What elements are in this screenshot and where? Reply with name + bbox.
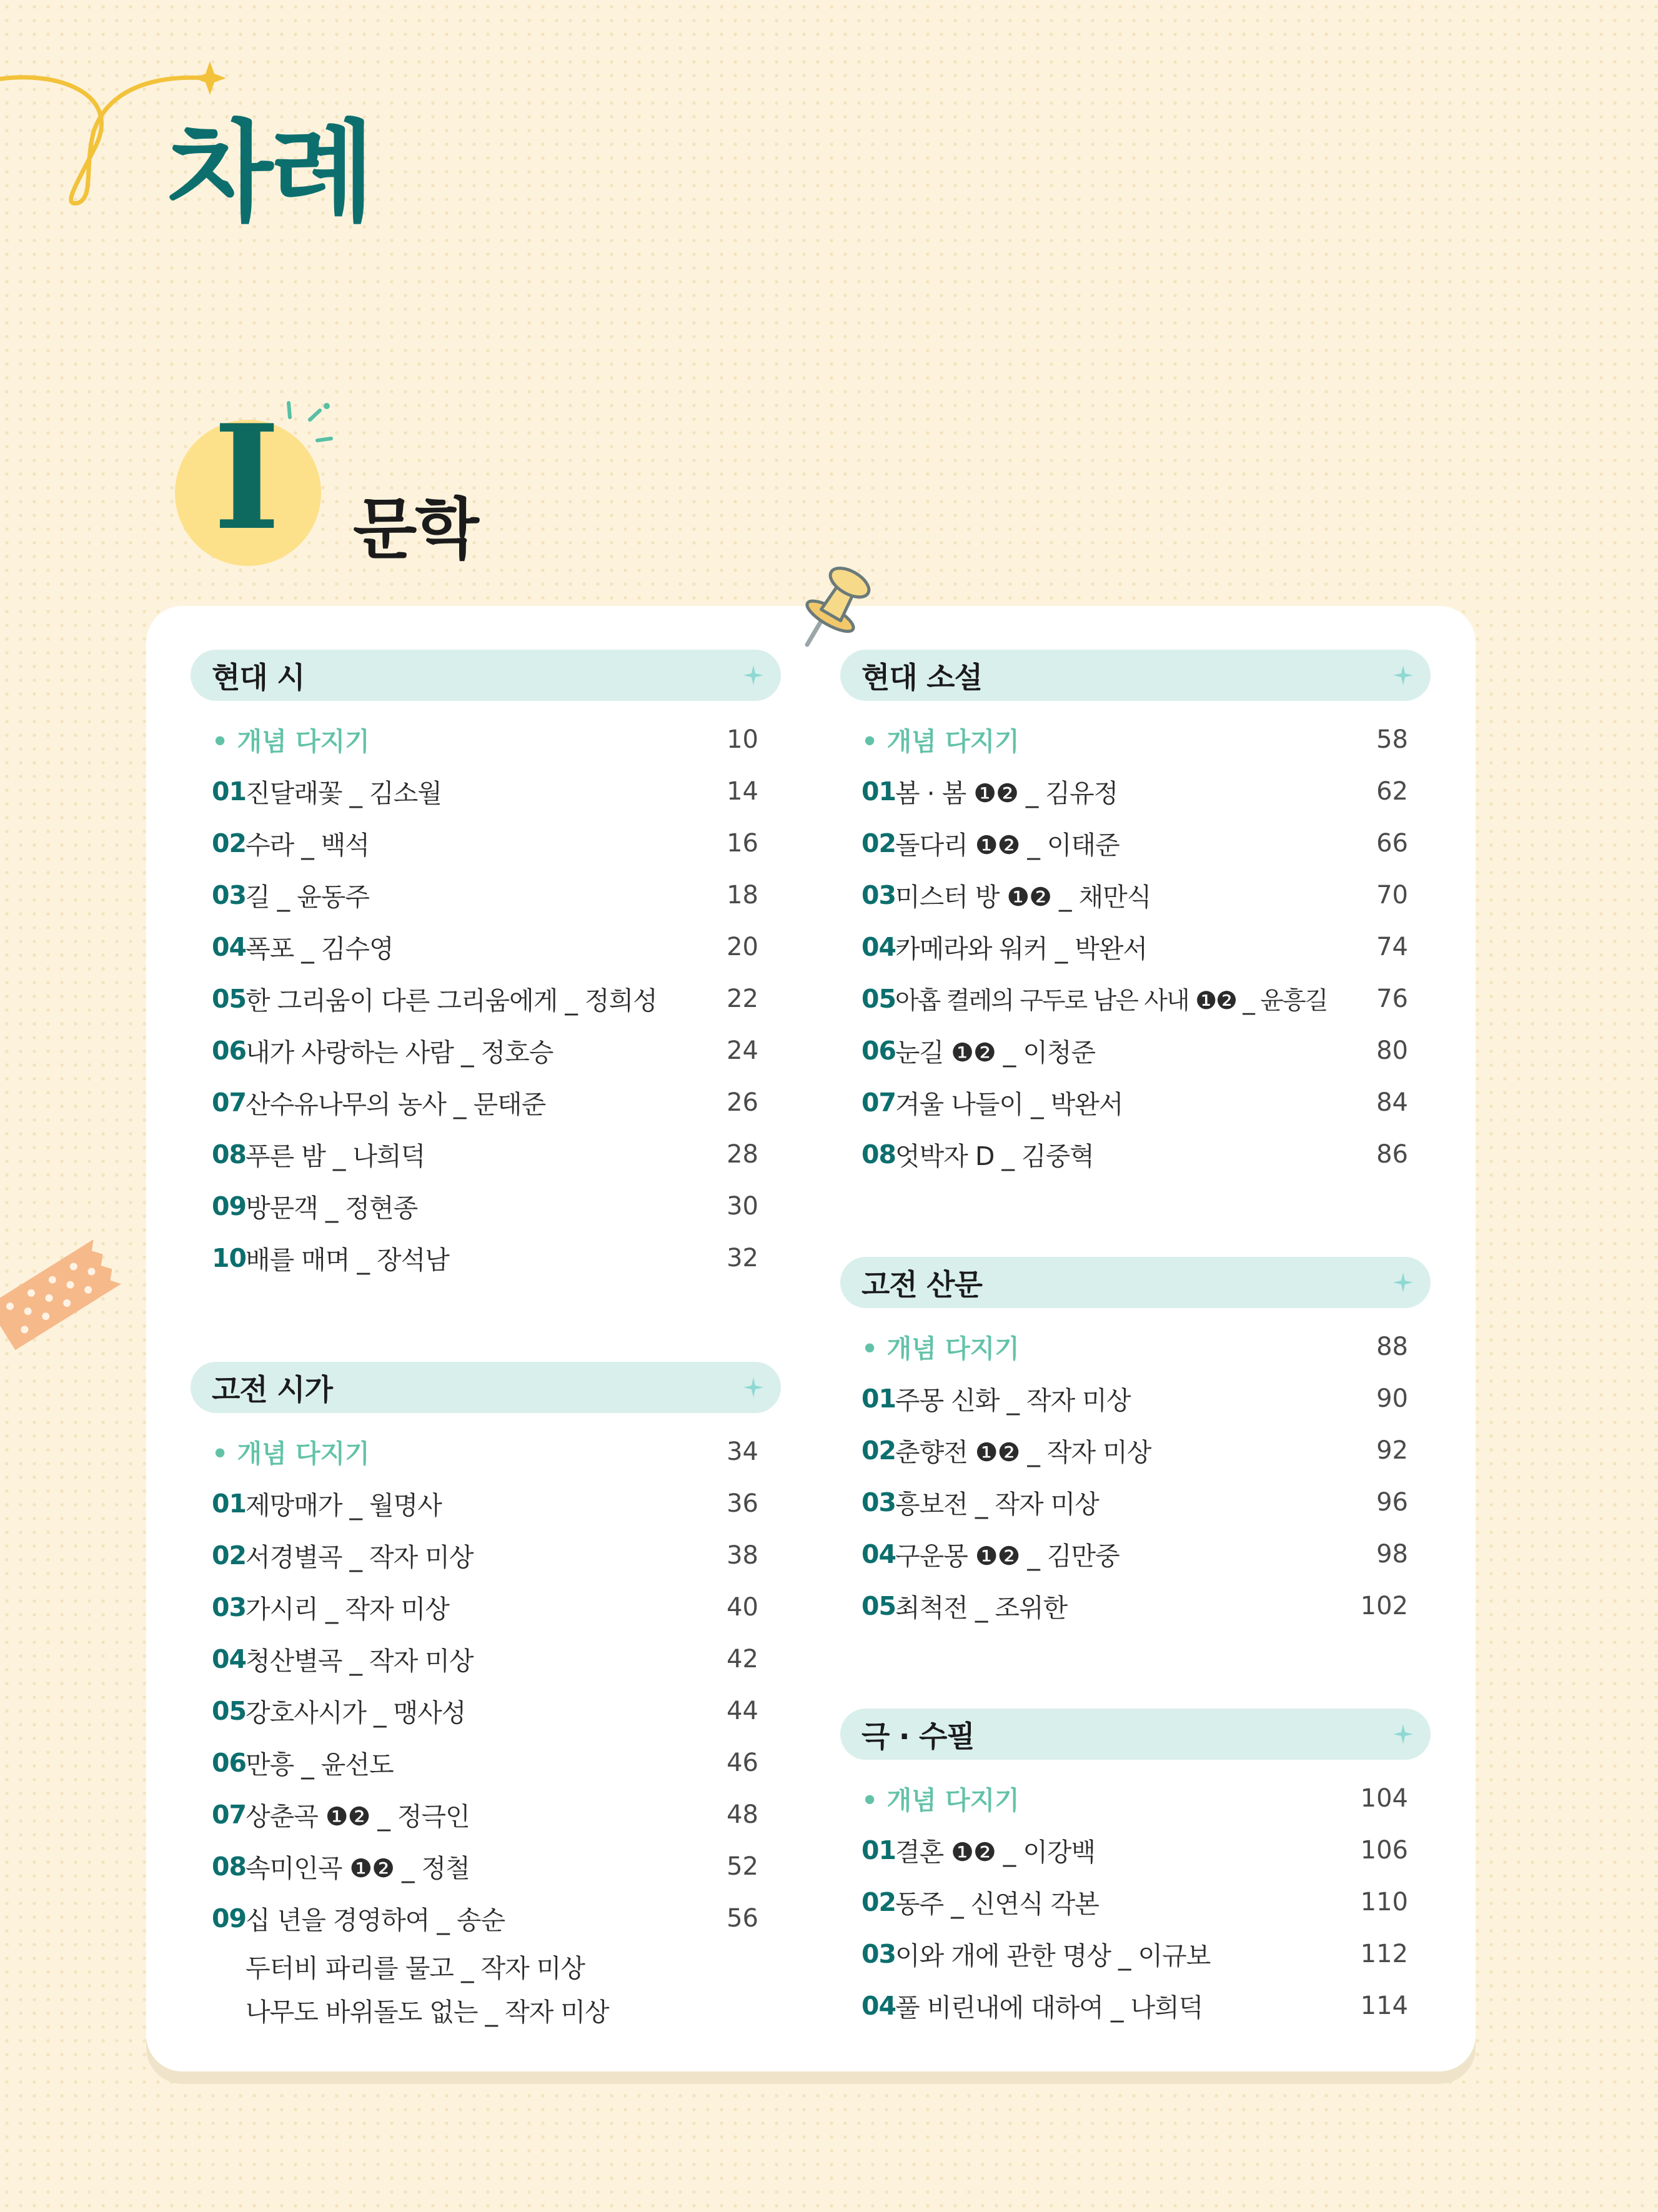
toc-sub-row[interactable]: [191, 1944, 781, 1988]
item-title: 최척전 _ 조위한: [895, 1593, 1068, 1623]
item-title: 진달래꽃 _ 김소월: [246, 778, 442, 808]
concept-label: • 개념 다지기: [861, 727, 1020, 756]
page-number: 62: [1376, 776, 1408, 806]
item-number: 04: [861, 1539, 896, 1569]
page-number: 88: [1376, 1332, 1408, 1361]
section-header: [191, 1362, 781, 1413]
page-number: 26: [727, 1088, 758, 1117]
section-header: [840, 650, 1431, 701]
section-classical-poetry: [191, 1362, 781, 2031]
toc-row[interactable]: [191, 1737, 781, 1788]
toc-row[interactable]: [840, 1128, 1431, 1180]
toc-row[interactable]: [840, 1580, 1431, 1632]
section-modern-poetry: [191, 650, 781, 1284]
page-number: 66: [1376, 828, 1408, 858]
item-title: 상춘곡 ❶❷ _ 정극인: [246, 1802, 470, 1832]
toc-row[interactable]: [191, 1232, 781, 1284]
sparkle-icon: [194, 61, 226, 95]
page-number: 36: [727, 1489, 758, 1518]
page-number: 16: [727, 828, 758, 858]
item-number: 01: [212, 776, 247, 806]
page-number: 86: [1376, 1139, 1408, 1169]
item-title: 눈길 ❶❷ _ 이청준: [895, 1038, 1096, 1068]
section-title: 현대 소설: [861, 660, 982, 695]
item-title: 카메라와 워커 _ 박완서: [895, 934, 1148, 964]
section-title: 현대 시: [212, 660, 305, 695]
concept-label: • 개념 다지기: [212, 1439, 370, 1469]
item-number: 08: [212, 1851, 247, 1882]
item-number: 08: [861, 1139, 896, 1169]
page-number: 14: [727, 776, 758, 806]
item-number: 05: [212, 1695, 247, 1726]
item-number: 01: [861, 1383, 896, 1414]
toc-row[interactable]: [840, 1528, 1431, 1580]
item-title: 강호사시가 _ 맹사성: [246, 1698, 466, 1728]
page-number: 90: [1376, 1384, 1408, 1413]
item-number: 03: [212, 880, 247, 910]
toc-row[interactable]: [191, 765, 781, 817]
toc-row[interactable]: [840, 817, 1431, 869]
toc-row[interactable]: [191, 1076, 781, 1128]
page-number: 96: [1376, 1487, 1408, 1517]
page-number: 38: [727, 1540, 758, 1570]
page-number: 48: [727, 1800, 758, 1829]
toc-row[interactable]: [840, 765, 1431, 817]
item-title: 제망매가 _ 월명사: [246, 1490, 442, 1520]
page-number: 32: [727, 1243, 758, 1272]
item-title: 봄 · 봄 ❶❷ _ 김유정: [895, 778, 1118, 808]
item-title: 아홉 켤레의 구두로 남은 사내 ❶❷ _ 윤흥길: [895, 986, 1328, 1015]
page-number: 46: [727, 1748, 758, 1777]
item-number: 04: [861, 1990, 896, 2021]
item-number: 06: [861, 1035, 896, 1066]
item-title: 돌다리 ❶❷ _ 이태준: [895, 830, 1119, 860]
item-title: 구운몽 ❶❷ _ 김만중: [895, 1541, 1119, 1571]
tape-icon: [0, 1239, 121, 1350]
concept-review-row[interactable]: [191, 1426, 781, 1477]
item-title: 겨울 나들이 _ 박완서: [895, 1089, 1123, 1119]
page-number: 10: [727, 725, 758, 754]
item-number: 04: [861, 931, 896, 962]
item-number: 01: [212, 1488, 247, 1519]
item-title: 동주 _ 신연식 각본: [895, 1889, 1099, 1919]
item-number: 03: [861, 880, 896, 910]
item-number: 01: [861, 776, 896, 806]
star-icon: [1392, 664, 1414, 687]
item-number: 04: [212, 931, 247, 962]
item-title: 이와 개에 관한 명상 _ 이규보: [895, 1941, 1211, 1971]
page-number: 56: [727, 1903, 758, 1933]
item-number: 03: [212, 1592, 247, 1622]
toc-row[interactable]: [840, 1928, 1431, 1980]
item-number: 05: [212, 983, 247, 1014]
page-number: 58: [1376, 725, 1408, 754]
page-number: 92: [1376, 1436, 1408, 1465]
toc-row[interactable]: [191, 1024, 781, 1076]
toc-row[interactable]: [191, 869, 781, 921]
item-number: 07: [861, 1087, 896, 1118]
item-title: 미스터 방 ❶❷ _ 채만식: [895, 882, 1151, 912]
item-title: 한 그리움이 다른 그리움에게 _ 정희성: [246, 986, 657, 1016]
toc-row[interactable]: [191, 1840, 781, 1892]
page-number: 28: [727, 1139, 758, 1169]
page-number: 76: [1376, 984, 1408, 1013]
item-number: 06: [212, 1747, 247, 1778]
section-title: 극 · 수필: [861, 1719, 975, 1754]
toc-row[interactable]: [840, 1424, 1431, 1476]
toc-row[interactable]: [191, 973, 781, 1024]
section-title: 고전 산문: [861, 1267, 982, 1302]
concept-label: • 개념 다지기: [212, 727, 370, 756]
item-title: 배를 매며 _ 장석남: [246, 1245, 449, 1275]
star-icon: [742, 664, 765, 687]
star-icon: [742, 1376, 765, 1399]
item-title: 풀 비린내에 대하여 _ 나희덕: [895, 1993, 1203, 2023]
toc-row[interactable]: [840, 1824, 1431, 1876]
item-number: 09: [212, 1191, 247, 1221]
page-number: 20: [727, 932, 758, 961]
toc-row[interactable]: [840, 1076, 1431, 1128]
page-number: 52: [727, 1852, 758, 1881]
section-modern-novel: [840, 650, 1431, 1180]
star-icon: [1392, 1271, 1414, 1294]
item-number: 03: [861, 1938, 896, 1969]
item-title: 폭포 _ 김수영: [246, 934, 394, 964]
page-number: 44: [727, 1696, 758, 1725]
item-number: 02: [861, 1435, 896, 1466]
toc-row[interactable]: [191, 1477, 781, 1529]
page-number: 112: [1360, 1939, 1408, 1968]
item-title: 결혼 ❶❷ _ 이강백: [895, 1837, 1096, 1867]
page-number: 42: [727, 1644, 758, 1674]
item-number: 01: [861, 1835, 896, 1865]
item-title: 길 _ 윤동주: [246, 882, 369, 912]
page-number: 22: [727, 984, 758, 1013]
item-title: 방문객 _ 정현종: [246, 1193, 418, 1223]
item-number: 07: [212, 1087, 247, 1118]
item-title: 십 년을 경영하여 _ 송순: [246, 1905, 505, 1935]
item-title: 수라 _ 백석: [246, 830, 369, 860]
page-number: 40: [727, 1592, 758, 1622]
toc-row[interactable]: [191, 1581, 781, 1633]
concept-review-row[interactable]: [840, 1321, 1431, 1372]
item-number: 05: [861, 983, 896, 1014]
item-number: 04: [212, 1644, 247, 1674]
item-number: 02: [212, 828, 247, 858]
item-number: 06: [212, 1035, 247, 1066]
page-number: 70: [1376, 880, 1408, 910]
toc-row[interactable]: [191, 921, 781, 973]
page-number: 74: [1376, 932, 1408, 961]
part-title: 문학: [353, 491, 477, 568]
item-title: 흥보전 _ 작자 미상: [895, 1489, 1099, 1519]
item-title: 두터비 파리를 물고 _ 작자 미상: [246, 1953, 585, 1983]
concept-label: • 개념 다지기: [861, 1334, 1020, 1364]
toc-sub-row[interactable]: [191, 1988, 781, 2031]
page-number: 110: [1360, 1887, 1408, 1917]
toc-row[interactable]: [191, 1128, 781, 1180]
item-number: 05: [861, 1590, 896, 1621]
page-number: 30: [727, 1191, 758, 1221]
page-number: 34: [727, 1437, 758, 1466]
item-title: 주몽 신화 _ 작자 미상: [895, 1386, 1131, 1416]
page-number: 102: [1360, 1591, 1408, 1620]
section-header: [840, 1257, 1431, 1308]
page-number: 80: [1376, 1036, 1408, 1065]
toc-row[interactable]: [191, 1529, 781, 1581]
toc-row[interactable]: [840, 973, 1431, 1024]
part-numeral: I: [213, 394, 280, 562]
toc-row[interactable]: [191, 817, 781, 869]
item-number: 09: [212, 1903, 247, 1933]
toc-row[interactable]: [840, 869, 1431, 921]
toc-row[interactable]: [191, 1633, 781, 1685]
concept-review-row[interactable]: [191, 713, 781, 765]
page-number: 104: [1360, 1783, 1408, 1813]
section-drama-essay: [840, 1709, 1431, 2031]
item-number: 08: [212, 1139, 247, 1169]
page-number: 106: [1360, 1835, 1408, 1865]
section-title: 고전 시가: [212, 1372, 332, 1407]
page-number: 114: [1360, 1991, 1408, 2020]
item-title: 속미인곡 ❶❷ _ 정철: [246, 1853, 470, 1883]
concept-review-row[interactable]: [840, 713, 1431, 765]
section-header: [840, 1709, 1431, 1760]
burst-lines-icon: [289, 403, 331, 440]
toc-row[interactable]: [191, 1788, 781, 1840]
item-title: 엇박자 D _ 김중혁: [895, 1141, 1094, 1171]
toc-row[interactable]: [191, 1892, 781, 1944]
item-title: 서경별곡 _ 작자 미상: [246, 1542, 474, 1572]
item-title: 춘향전 ❶❷ _ 작자 미상: [895, 1437, 1151, 1467]
item-number: 10: [212, 1242, 247, 1273]
item-title: 푸른 밤 _ 나희덕: [246, 1141, 425, 1171]
item-title: 가시리 _ 작자 미상: [246, 1594, 449, 1624]
item-number: 02: [861, 1887, 896, 1917]
item-number: 03: [861, 1487, 896, 1517]
page-number: 98: [1376, 1539, 1408, 1569]
page-number: 84: [1376, 1088, 1408, 1117]
item-title: 청산별곡 _ 작자 미상: [246, 1646, 474, 1676]
star-icon: [1392, 1723, 1414, 1745]
toc-row[interactable]: [840, 1372, 1431, 1424]
section-header: [191, 650, 781, 701]
toc-row[interactable]: [840, 921, 1431, 973]
toc-row[interactable]: [840, 1876, 1431, 1928]
toc-row[interactable]: [840, 1024, 1431, 1076]
item-title: 내가 사랑하는 사람 _ 정호승: [246, 1038, 553, 1068]
section-classical-prose: [840, 1257, 1431, 1632]
item-title: 나무도 바위돌도 없는 _ 작자 미상: [246, 1996, 609, 2027]
concept-label: • 개념 다지기: [861, 1785, 1020, 1815]
item-title: 만흥 _ 윤선도: [246, 1750, 394, 1780]
toc-row[interactable]: [840, 1980, 1431, 2031]
item-title: 산수유나무의 농사 _ 문태준: [246, 1089, 546, 1119]
toc-row[interactable]: [191, 1685, 781, 1737]
page-number: 24: [727, 1036, 758, 1065]
toc-row[interactable]: [191, 1180, 781, 1232]
page-number: 18: [727, 880, 758, 910]
toc-row[interactable]: [840, 1476, 1431, 1528]
concept-review-row[interactable]: [840, 1772, 1431, 1824]
page-title: 차례: [167, 110, 372, 237]
item-number: 07: [212, 1799, 247, 1830]
pushpin-icon: [793, 550, 893, 656]
item-number: 02: [212, 1540, 247, 1570]
item-number: 02: [861, 828, 896, 858]
